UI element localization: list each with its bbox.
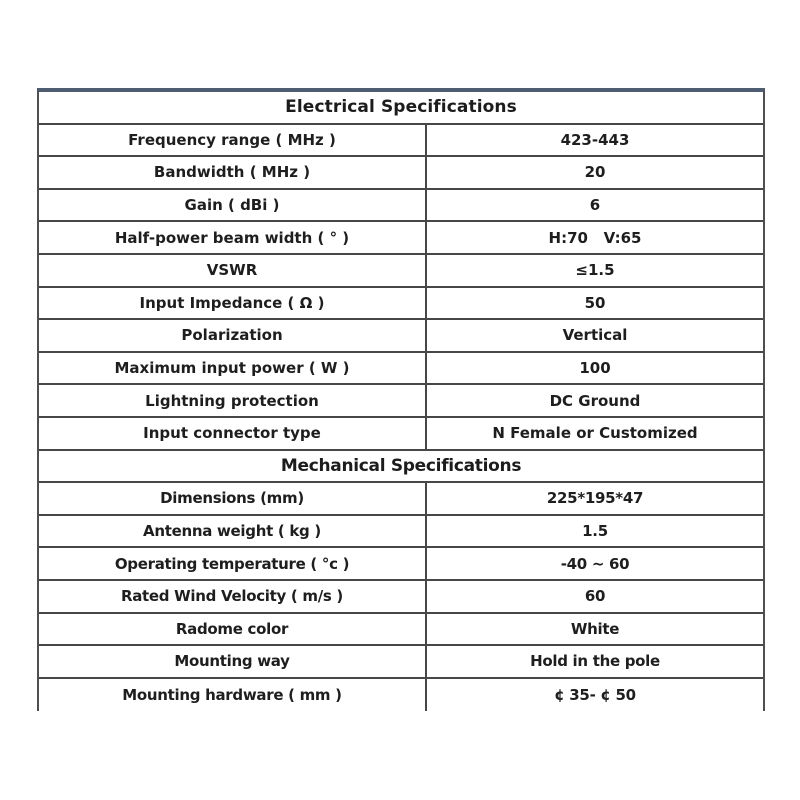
table-row [39,548,763,581]
spec-value: N Female or Customized [492,424,698,443]
spec-value: Vertical [562,326,628,345]
spec-value: 20 [584,163,606,182]
table-row [39,125,763,158]
table-row [39,581,763,614]
specification-table [37,88,765,711]
spec-label: Bandwidth ( MHz ) [39,157,427,188]
spec-label: Operating temperature ( °c ) [39,548,427,579]
table-row [39,679,763,712]
spec-value: White [570,619,620,638]
spec-label: Half-power beam width ( ° ) [39,222,427,253]
spec-value: 50 [584,293,606,312]
spec-label: Mounting hardware ( mm ) [39,679,427,712]
table-row [39,418,763,451]
spec-label: Input Impedance ( Ω ) [39,288,427,319]
table-row [39,516,763,549]
table-row [39,385,763,418]
spec-value: 1.5 [582,522,608,541]
table-row [39,255,763,288]
table-row [39,646,763,679]
spec-value: 423-443 [560,130,630,149]
spec-value: ≤1.5 [575,261,615,280]
table-row [39,614,763,647]
spec-label: Rated Wind Velocity ( m/s ) [39,581,427,612]
spec-value: 60 [584,587,606,606]
table-row [39,320,763,353]
spec-value: Hold in the pole [530,652,660,671]
spec-label: Maximum input power ( W ) [39,353,427,384]
spec-label: Lightning protection [39,385,427,416]
spec-label: Input connector type [39,418,427,449]
spec-value: 100 [579,359,611,378]
spec-label: Polarization [39,320,427,351]
table-row [39,353,763,386]
table-row [39,288,763,321]
spec-value: 225*195*47 [546,489,644,508]
spec-label: Radome color [39,614,427,645]
section-header-electrical-specifications: Electrical Specifications [39,92,763,125]
spec-value: H:70 V:65 [548,228,642,247]
spec-value: ¢ 35- ¢ 50 [554,685,636,704]
spec-label: Antenna weight ( kg ) [39,516,427,547]
table-row [39,483,763,516]
table-row [39,222,763,255]
section-header-mechanical-specifications: Mechanical Specifications [39,451,763,484]
spec-value: DC Ground [549,391,641,410]
spec-value: -40 ~ 60 [560,554,630,573]
spec-label: VSWR [39,255,427,286]
spec-value: 6 [589,196,601,215]
spec-label: Mounting way [39,646,427,677]
spec-label: Frequency range ( MHz ) [39,125,427,156]
spec-label: Gain ( dBi ) [39,190,427,221]
table-row [39,190,763,223]
spec-label: Dimensions (mm) [39,483,427,514]
table-row [39,157,763,190]
